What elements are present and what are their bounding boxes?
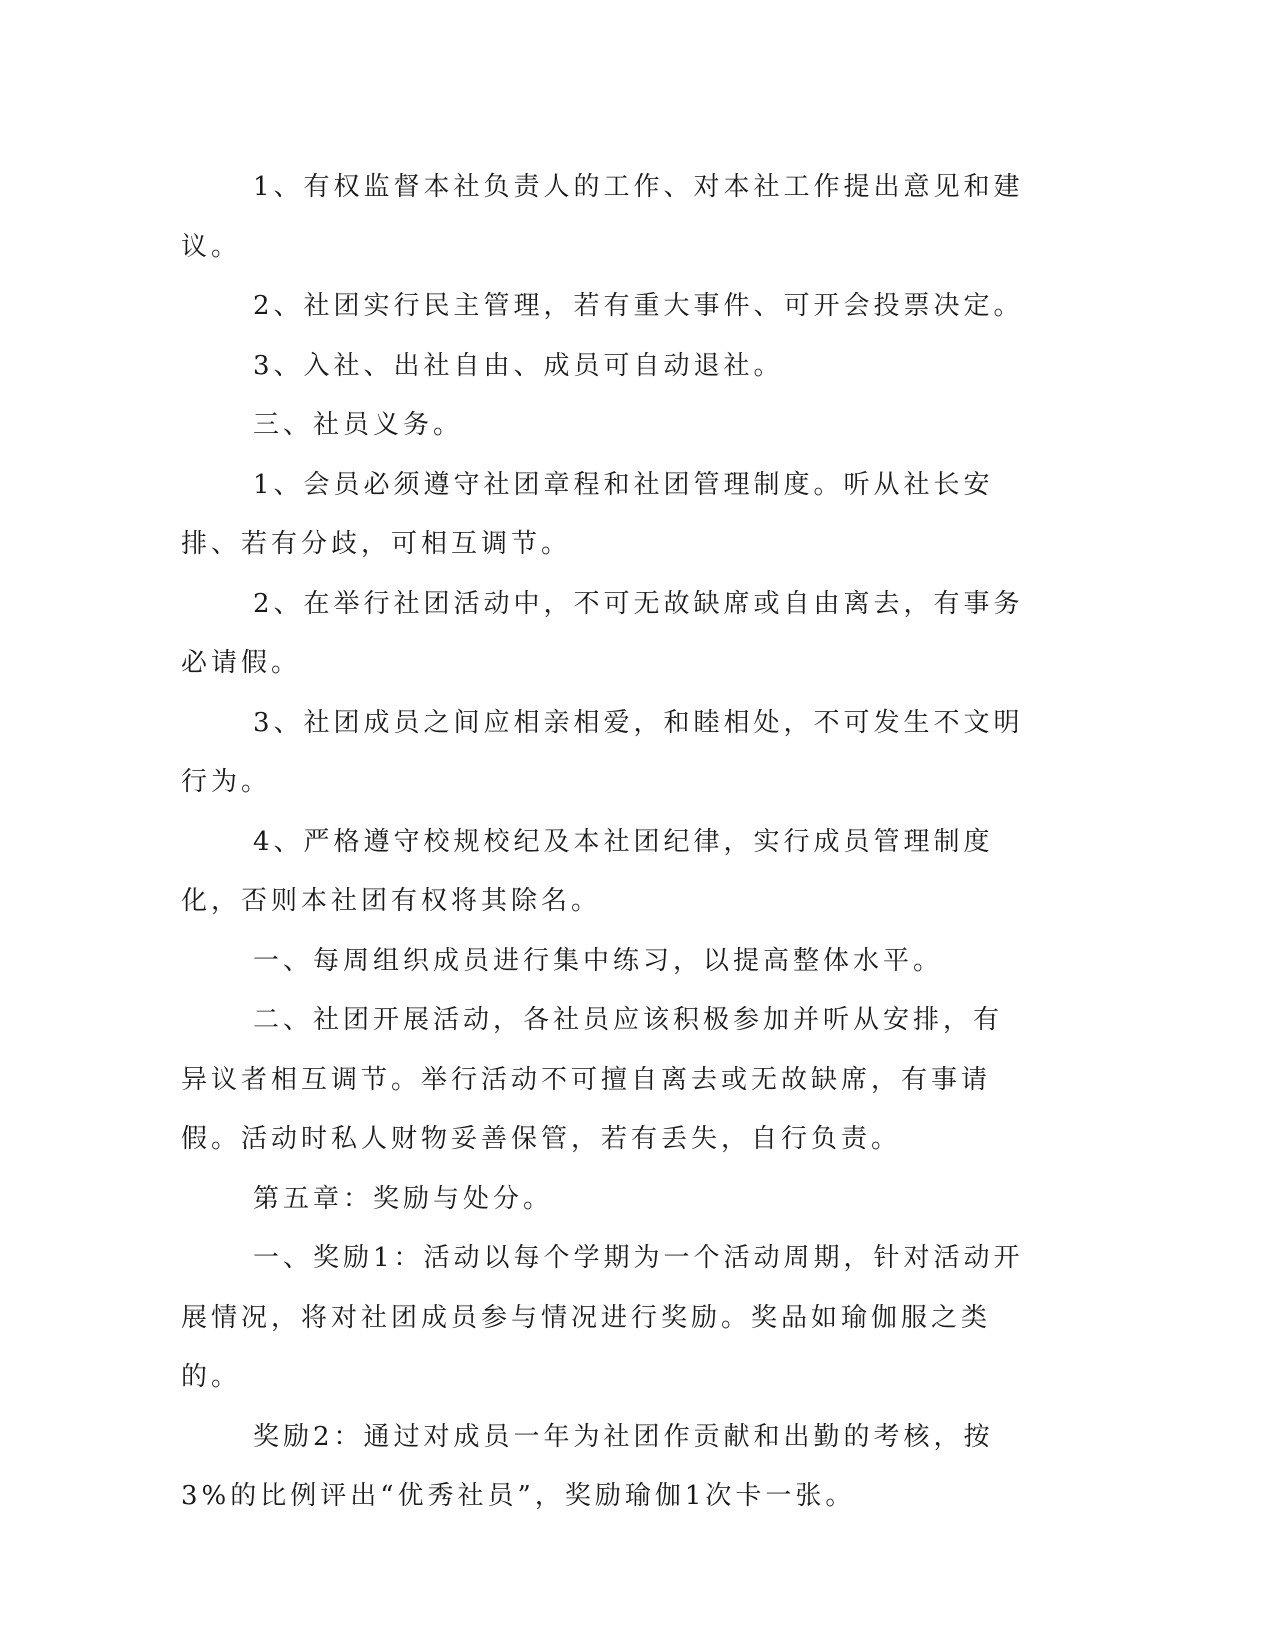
- paragraph-duty-3: 3、社团成员之间应相亲相爱，和睦相处，不可发生不文明行为。: [181, 707, 1024, 797]
- paragraph-activity-2: 二、社团开展活动，各社员应该积极参加并听从安排，有异议者相互调节。举行活动不可擅自离去或无故缺席，有事请假。活动时私人财物妥善保管，若有丢失，自行负责。: [181, 1005, 1004, 1154]
- paragraph-duty-4: 4、严格遵守校规校纪及本社团纪律，实行成员管理制度化，否则本社团有权将其除名。: [181, 826, 994, 916]
- paragraph-right-3: 3、入社、出社自由、成员可自动退社。: [253, 350, 784, 381]
- paragraph-duty-1: 1、会员必须遵守社团章程和社团管理制度。听从社长安排、若有分歧，可相互调节。: [181, 469, 994, 559]
- paragraph-reward-1: 一、奖励1：活动以每个学期为一个活动周期，针对活动开展情况，将对社团成员参与情况进行奖励。奖品如瑜伽服之类的。: [181, 1243, 1024, 1392]
- paragraph-activity-1: 一、每周组织成员进行集中练习，以提高整体水平。: [253, 945, 944, 976]
- document-body: [181, 158, 1031, 1527]
- chapter-heading-rewards: 第五章：奖励与处分。: [253, 1183, 554, 1214]
- paragraph-duty-2: 2、在举行社团活动中，不可无故缺席或自由离去，有事务必请假。: [181, 588, 1024, 678]
- paragraph-right-1: 1、有权监督本社负责人的工作、对本社工作提出意见和建议。: [181, 172, 1024, 262]
- section-heading-member-duties: 三、社员义务。: [253, 410, 464, 440]
- paragraph-right-2: 2、社团实行民主管理，若有重大事件、可开会投票决定。: [253, 291, 1024, 321]
- paragraph-reward-2: 奖励2：通过对成员一年为社团作贡献和出勤的考核，按3%的比例评出“优秀社员”，奖励瑜伽1次卡一张。: [181, 1421, 994, 1511]
